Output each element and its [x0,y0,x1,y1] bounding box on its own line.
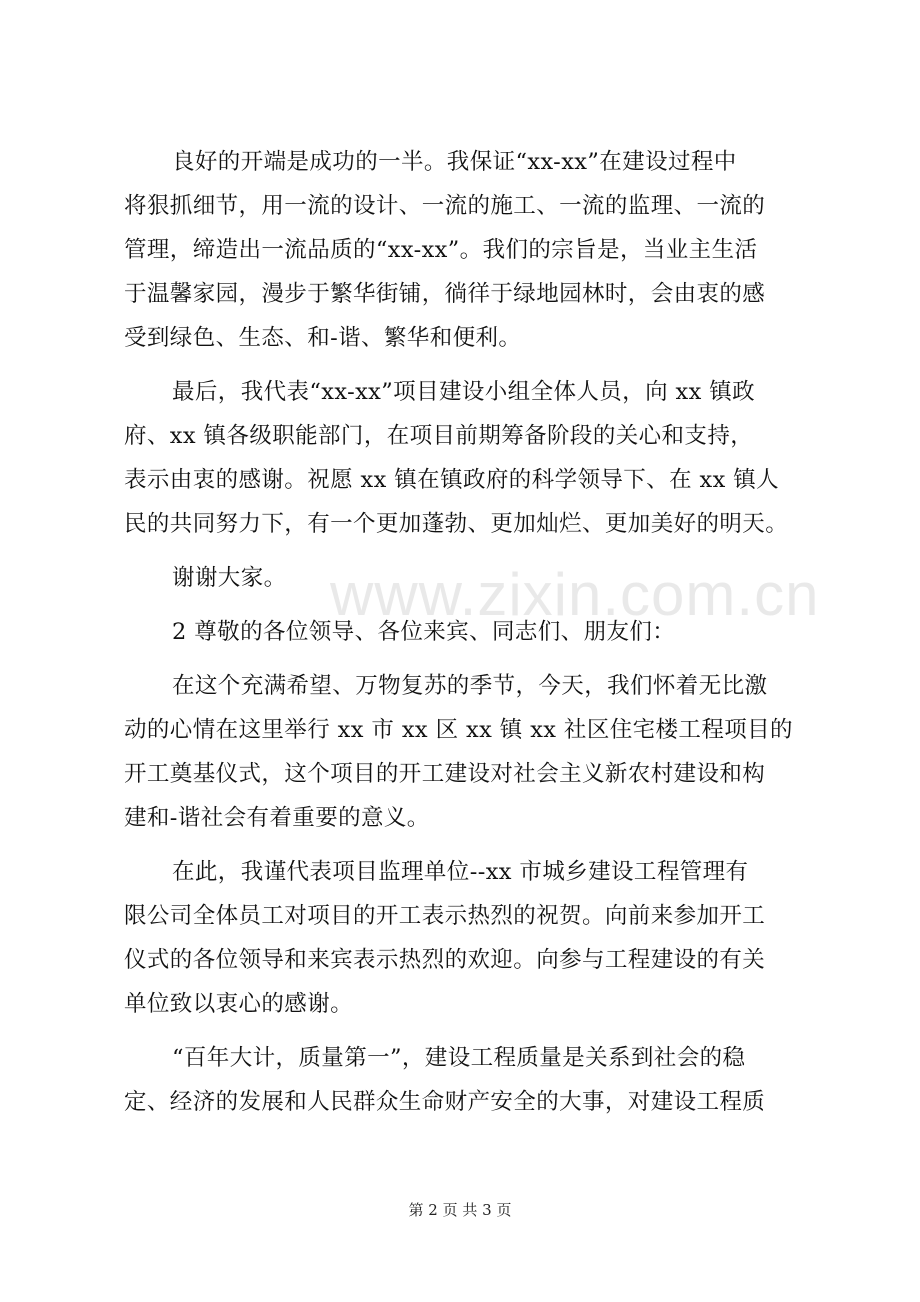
text-line: 最后，我代表“xx-xx”项目建设小组全体人员，向 xx 镇政 [172,379,756,405]
text-line: 限公司全体员工对项目的开工表示热烈的祝贺。向前来参加开工 [124,903,766,929]
text-line: 在此，我谨代表项目监理单位--xx 市城乡建设工程管理有 [172,859,749,885]
text-line: 谢谢大家。 [172,565,287,591]
text-line: 2 尊敬的各位领导、各位来宾、同志们、朋友们： [172,619,676,645]
watermark-logo: www.zixin.com.cn [330,561,820,628]
paragraph-7 [124,1036,816,1124]
paragraph-2 [124,370,816,546]
text-line: 受到绿色、生态、和-谐、繁华和便利。 [124,325,522,351]
document-body [124,140,816,1124]
text-line: “百年大计，质量第一”，建设工程质量是关系到社会的稳 [172,1045,746,1071]
paragraph-1 [124,140,816,360]
text-line: 府、xx 镇各级职能部门，在项目前期筹备阶段的关心和支持， [124,423,754,449]
text-line: 单位致以衷心的感谢。 [124,991,354,1017]
paragraph-5 [124,664,816,840]
paragraph-6 [124,850,816,1026]
paragraph-3 [124,556,816,600]
text-line: 民的共同努力下，有一个更加蓬勃、更加灿烂、更加美好的明天。 [124,511,789,537]
text-line: 动的心情在这里举行 xx 市 xx 区 xx 镇 xx 社区住宅楼工程项目的 [124,717,793,743]
text-line: 于温馨家园，漫步于繁华街铺，徜徉于绿地园林时，会由衷的感 [124,281,766,307]
text-line: 良好的开端是成功的一半。我保证“xx-xx”在建设过程中 [172,149,737,175]
page-number-footer: 第 2 页 共 3 页 [408,1201,512,1219]
text-line: 建和-谐社会有着重要的意义。 [124,805,430,831]
text-line: 表示由衷的感谢。祝愿 xx 镇在镇政府的科学领导下、在 xx 镇人 [124,467,780,493]
text-line: 定、经济的发展和人民群众生命财产安全的大事，对建设工程质 [124,1089,766,1115]
text-line: 将狠抓细节，用一流的设计、一流的施工、一流的监理、一流的 [124,193,766,219]
text-line: 在这个充满希望、万物复苏的季节，今天，我们怀着无比激 [172,673,768,699]
text-line: 仪式的各位领导和来宾表示热烈的欢迎。向参与工程建设的有关 [124,947,766,973]
paragraph-4 [124,610,816,654]
text-line: 开工奠基仪式，这个项目的开工建设对社会主义新农村建设和构 [124,761,766,787]
text-line: 管理，缔造出一流品质的“xx-xx”。我们的宗旨是，当业主生活 [124,237,758,263]
